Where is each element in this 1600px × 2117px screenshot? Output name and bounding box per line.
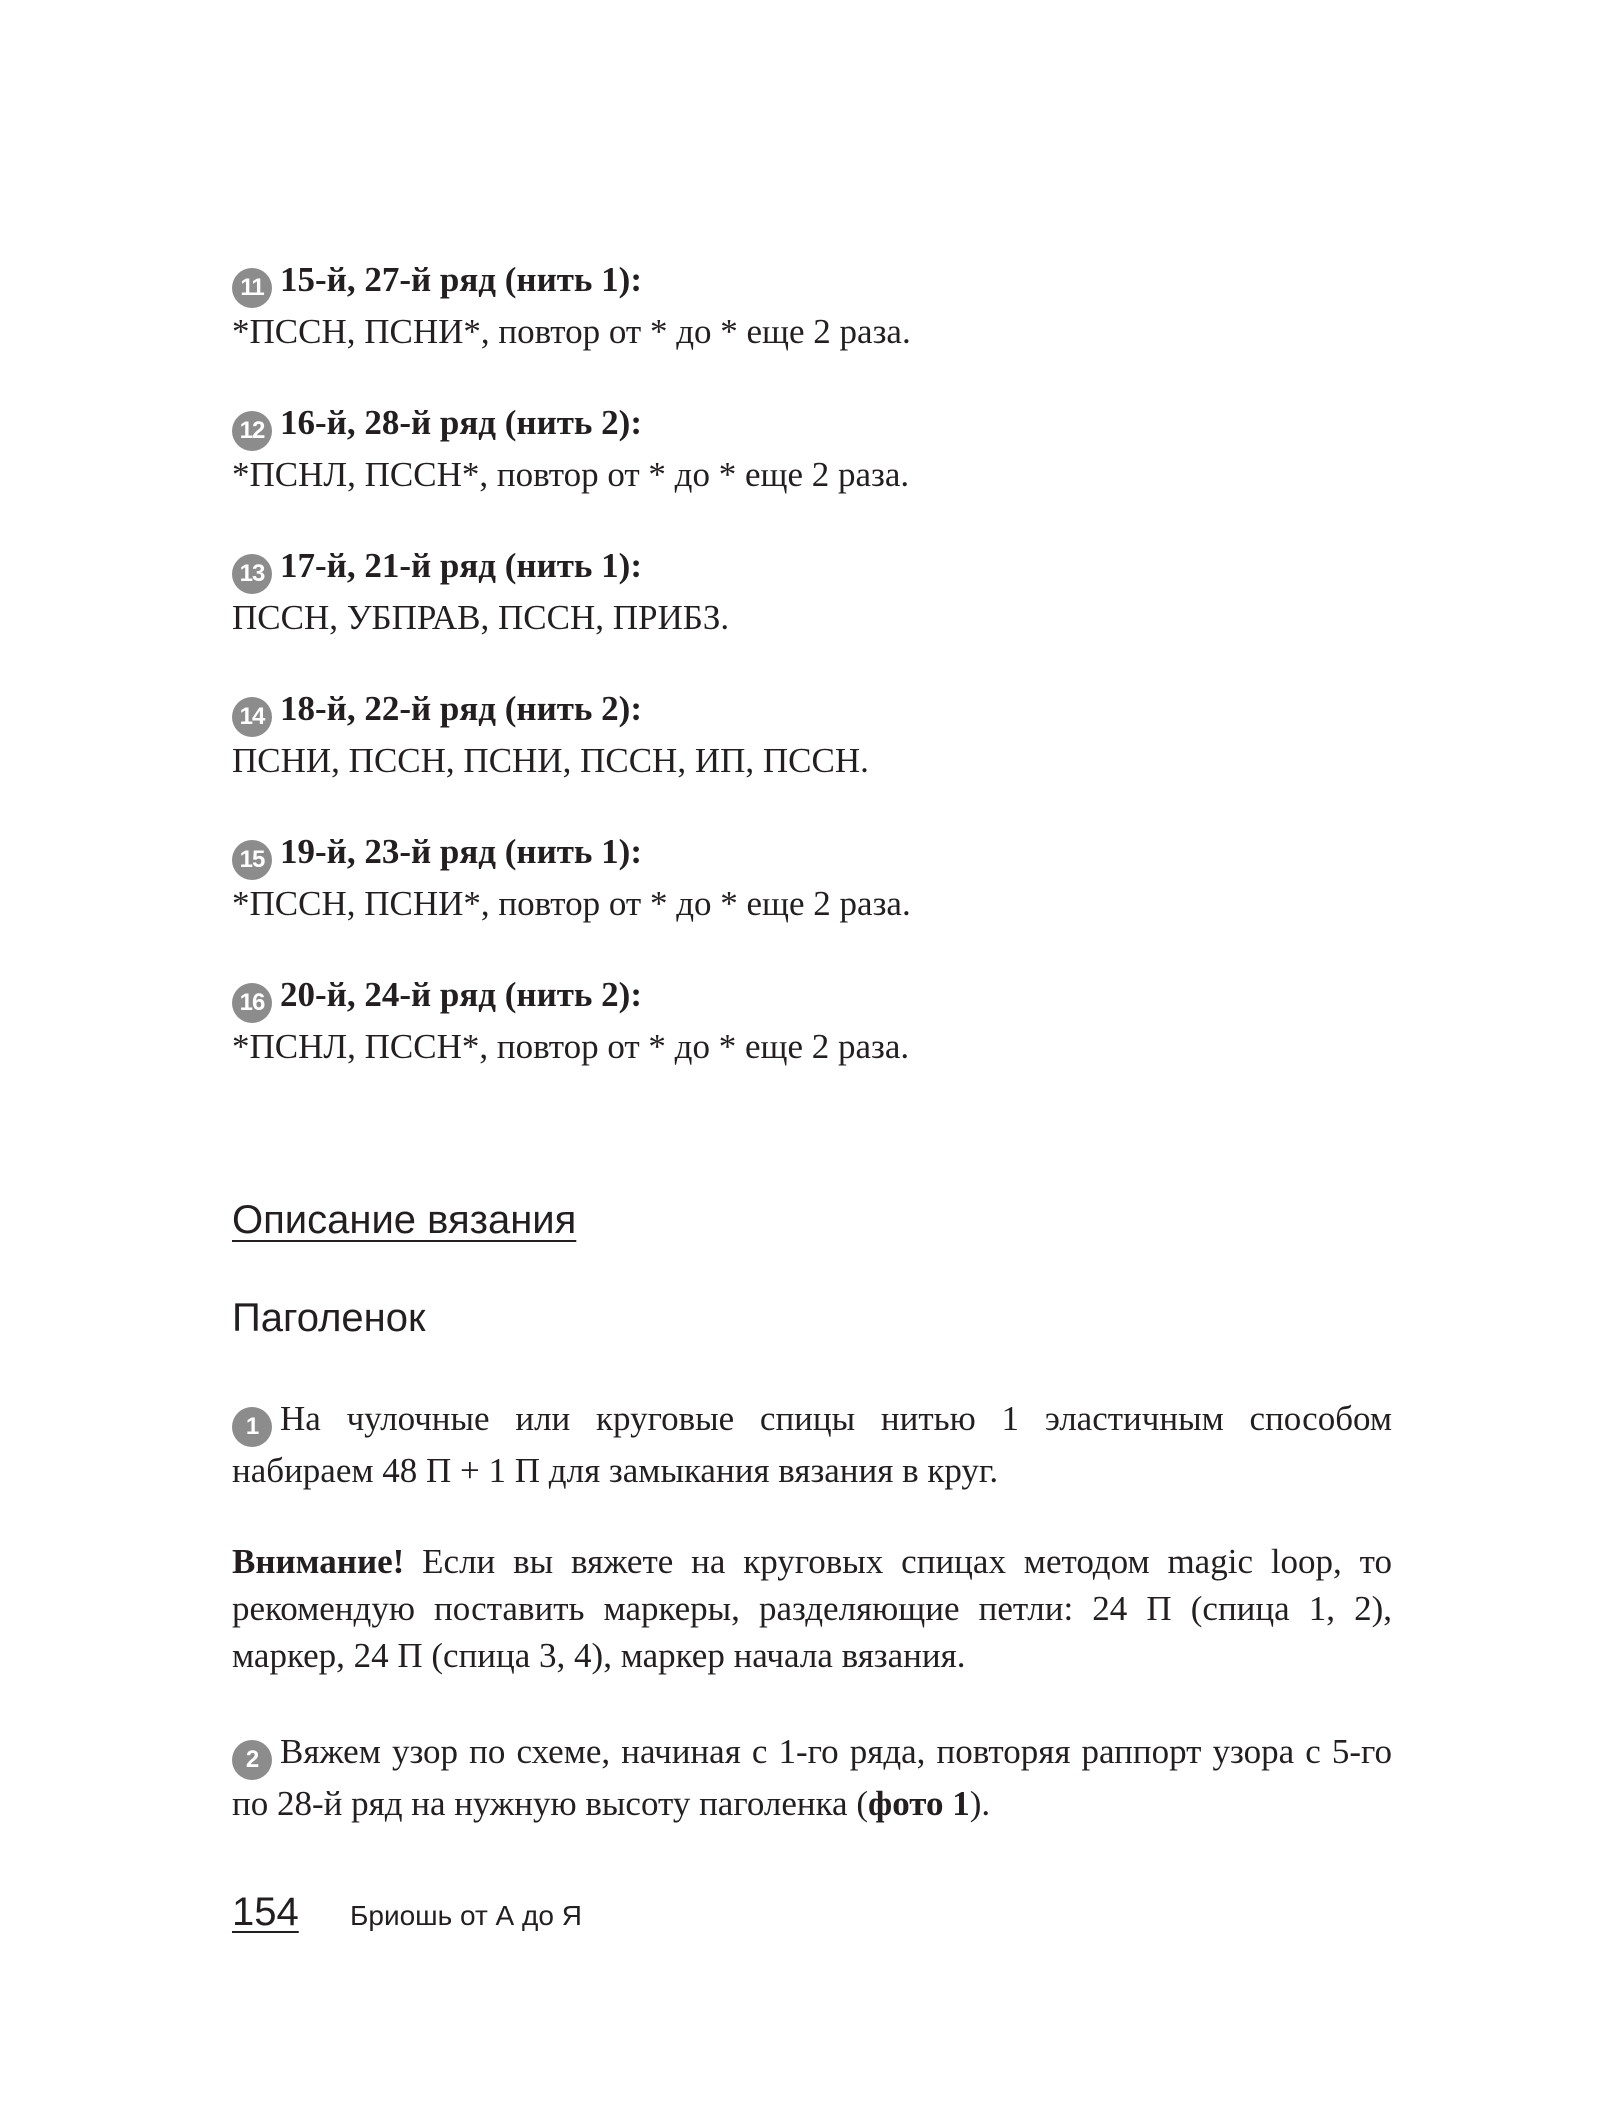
row-text: ПСНИ, ПССН, ПСНИ, ПССН, ИП, ПССН. (232, 741, 869, 780)
row-text: *ПССН, ПСНИ*, повтор от * до * еще 2 раза. (232, 312, 911, 351)
running-footer-title: Бриошь от А до Я (350, 1900, 582, 1931)
photo-reference: фото 1 (868, 1784, 970, 1823)
subsection-title: Паголенок (232, 1296, 426, 1340)
row-heading: 16-й, 28-й ряд (нить 2): (280, 403, 642, 442)
row-heading: 19-й, 23-й ряд (нить 1): (280, 832, 642, 871)
row-instruction-14 (232, 685, 1392, 784)
step-number-badge: 16 (232, 983, 272, 1023)
row-heading: 20-й, 24-й ряд (нить 2): (280, 975, 642, 1014)
step-text: Вяжем узор по схеме, начиная с 1-го ряда, повторяя раппорт узора с 5-го по 28-й ряд на нужную высоту паголенка ( (232, 1732, 1392, 1823)
step-number-badge: 15 (232, 840, 272, 880)
row-instruction-11 (232, 256, 1392, 355)
step-text: На чулочные или круговые спицы нитью 1 эластичным способом набираем 48 П + 1 П для замыкания вязания в круг. (232, 1399, 1392, 1490)
note-paragraph (232, 1538, 1392, 1679)
section-title: Описание вязания (232, 1198, 577, 1242)
step-text-end: ). (969, 1784, 991, 1823)
step-number-badge: 11 (232, 268, 272, 308)
step-number-badge: 12 (232, 411, 272, 451)
row-text: ПССН, УБПРАВ, ПССН, ПРИБЗ. (232, 598, 730, 637)
step-1-paragraph (232, 1395, 1392, 1494)
row-heading: 17-й, 21-й ряд (нить 1): (280, 546, 642, 585)
row-instruction-12 (232, 399, 1392, 498)
row-instruction-16 (232, 971, 1392, 1070)
step-number-badge: 13 (232, 554, 272, 594)
row-instruction-13 (232, 542, 1392, 641)
row-text: *ПССН, ПСНИ*, повтор от * до * еще 2 раза. (232, 884, 911, 923)
step-number-badge: 1 (232, 1407, 272, 1447)
step-number-badge: 2 (232, 1740, 272, 1780)
step-number-badge: 14 (232, 697, 272, 737)
note-label: Внимание! (232, 1542, 405, 1581)
row-heading: 15-й, 27-й ряд (нить 1): (280, 260, 642, 299)
row-heading: 18-й, 22-й ряд (нить 2): (280, 689, 642, 728)
row-instruction-15 (232, 828, 1392, 927)
page-number: 154 (232, 1890, 299, 1934)
row-text: *ПСНЛ, ПССН*, повтор от * до * еще 2 раза. (232, 455, 910, 494)
row-text: *ПСНЛ, ПССН*, повтор от * до * еще 2 раза. (232, 1027, 910, 1066)
note-text: Если вы вяжете на круговых спицах методом magic loop, то рекомендую поставить маркеры, разделяющие петли: 24 П (спица 1, 2), маркер, 24 П (спица 3, 4), маркер начала вязания. (232, 1542, 1392, 1675)
step-2-paragraph (232, 1728, 1392, 1827)
